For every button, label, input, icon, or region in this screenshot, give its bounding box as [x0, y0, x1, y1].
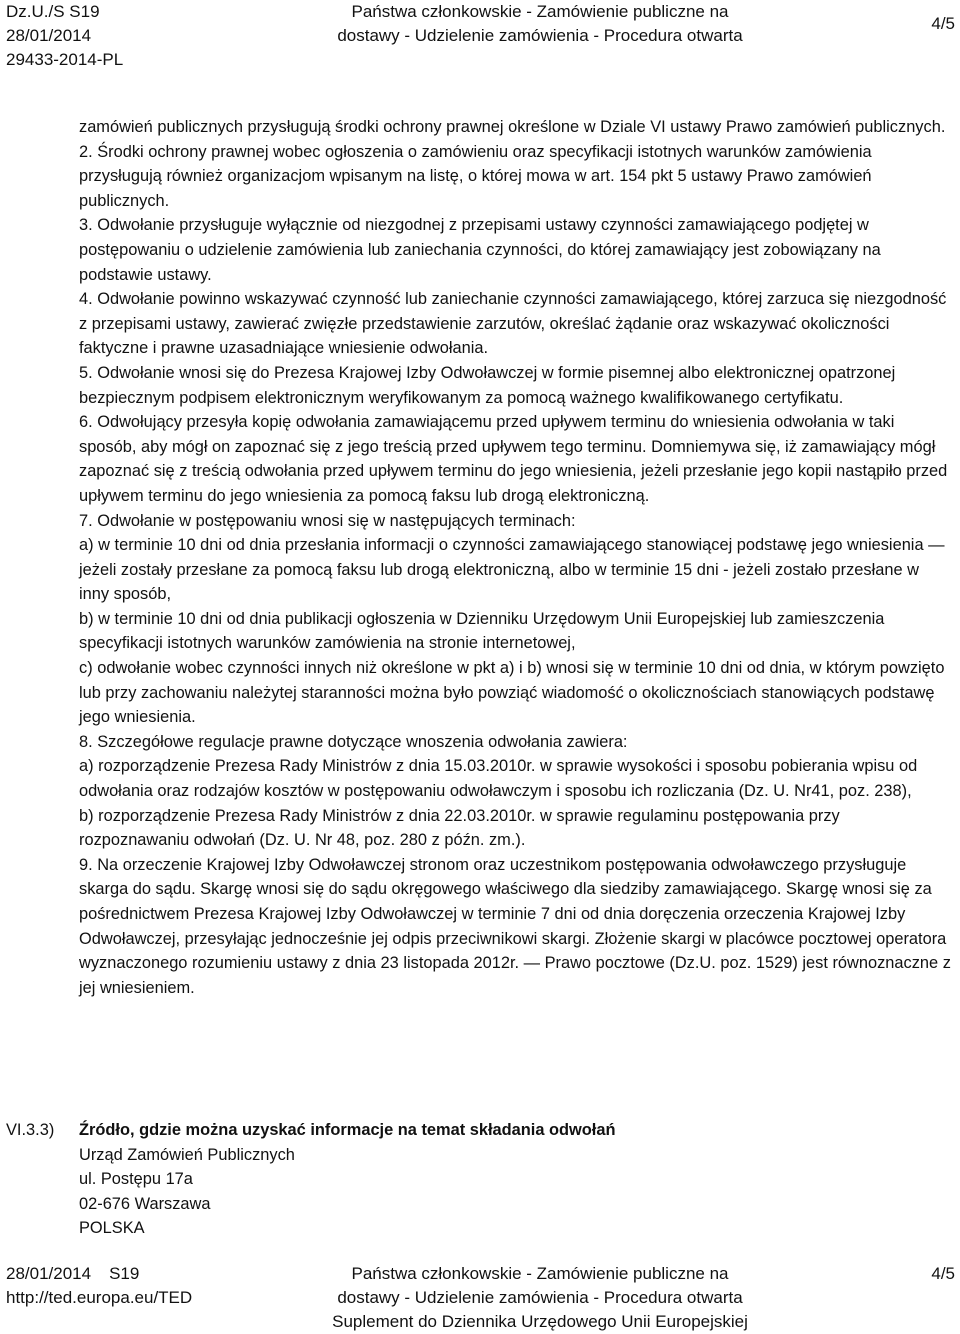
footer-series: S19: [109, 1264, 140, 1283]
footer-title-line3: Suplement do Dziennika Urzędowego Unii Europejskiej: [332, 1312, 748, 1331]
appeals-info-section: [79, 1118, 615, 1241]
footer-title-line2: dostawy - Udzielenie zamówienia - Procedura otwarta: [337, 1288, 743, 1307]
page-header-center: [330, 0, 750, 48]
section-title: Źródło, gdzie można uzyskać informacje na temat składania odwołań: [79, 1121, 616, 1139]
page-header-left: [6, 0, 123, 72]
paragraph: 2. Środki ochrony prawnej wobec ogłoszenia o zamówieniu oraz specyfikacji istotnych warunków zamówienia przysługują również organizacjom wpisanym na listę, o której mowa w art. 154 pkt 5 ustawy Prawo zamówień publicznych.: [79, 142, 872, 210]
paragraph: 4. Odwołanie powinno wskazywać czynność lub zaniechanie czynności zamawiającego, której zarzuca się niezgodność z przepisami ustawy, zawierać zwięzłe przedstawienie zarzutów, określać żądanie oraz wskazywać okoliczności faktyczne i prawne uzasadniające wniesienie odwołania.: [79, 290, 947, 358]
footer-title-line1: Państwa członkowskie - Zamówienie publiczne na: [351, 1264, 729, 1283]
paragraph: 7. Odwołanie w postępowaniu wnosi się w następujących terminach:: [79, 511, 576, 530]
paragraph: 8. Szczegółowe regulacje prawne dotyczące wnoszenia odwołania zawiera:: [79, 732, 628, 751]
paragraph: 5. Odwołanie wnosi się do Prezesa Krajowej Izby Odwoławczej w formie pisemnej albo elektronicznej opatrzonej bezpiecznym podpisem elektronicznym weryfikowanym za pomocą ważnego kwalifikowanego certyfikatu.: [79, 363, 896, 407]
organization-name: Urząd Zamówień Publicznych: [79, 1145, 295, 1164]
paragraph: b) w terminie 10 dni od dnia publikacji ogłoszenia w Dzienniku Urzędowym Unii Europejskiej lub zamieszczenia specyfikacji istotnych warunków zamówienia na stronie internetowej,: [79, 609, 885, 653]
header-title-line2: dostawy - Udzielenie zamówienia - Procedura otwarta: [337, 26, 743, 45]
footer-page-number: 4/5: [931, 1264, 955, 1283]
paragraph: b) rozporządzenie Prezesa Rady Ministrów z dnia 22.03.2010r. w sprawie regulaminu postępowania przy rozpoznawaniu odwołań (Dz. U. Nr 48, poz. 280 z późn. zm.).: [79, 806, 840, 850]
street-address: ul. Postępu 17a: [79, 1170, 193, 1189]
paragraph: 9. Na orzeczenie Krajowej Izby Odwoławczej stronom oraz uczestnikom postępowania odwoławczego przysługuje skarga do sądu. Skargę wnosi się do sądu okręgowego właściwego dla siedziby zamawiającego. Skargę wnosi się za pośrednictwem Prezesa Krajowej Izby Odwoławczej w terminie 7 dni od dnia doręczenia orzeczenia Krajowej Izby Odwoławczej, przesyłając jednocześnie jej odpis przeciwnikowi skargi. Złożenie skargi w placówce pocztowej operatora wyznaczonego rozumieniu ustawy z dnia 23 listopada 2012r. — Prawo pocztowe (Dz.U. poz. 1529) jest równoznaczne z jej wniesieniem.: [79, 855, 951, 997]
paragraph: a) w terminie 10 dni od dnia przesłania informacji o czynności zamawiającego stanowiącej podstawę jego wniesienia — jeżeli zostały przesłane za pomocą faksu lub drogą elektroniczną, albo w terminie 15 dni - jeżeli zostało przesłane w inny sposób,: [79, 536, 945, 604]
notice-id: 29433-2014-PL: [6, 50, 124, 69]
document-body: [79, 115, 951, 1000]
doc-reference: Dz.U./S S19: [6, 2, 100, 21]
paragraph: zamówień publicznych przysługują środki ochrony prawnej określone w Dziale VI ustawy Prawo zamówień publicznych.: [79, 118, 946, 136]
page-footer-left: [6, 1262, 192, 1310]
footer-date: 28/01/2014: [6, 1264, 92, 1283]
header-page-number: 4/5: [931, 14, 955, 33]
paragraph: c) odwołanie wobec czynności innych niż określone w pkt a) i b) wnosi się w terminie 10 dni od dnia, w którym powzięto lub przy zachowaniu należytej staranności można było powziąć wiadomość o okolicznościach stanowiących podstawę jego wniesienia.: [79, 659, 945, 727]
paragraph: a) rozporządzenie Prezesa Rady Ministrów z dnia 15.03.2010r. w sprawie wysokości i sposobu pobierania wpisu od odwołania oraz rodzajów kosztów w postępowaniu odwoławczym i sposobu ich rozliczania (Dz. U. Nr41, poz. 238),: [79, 757, 918, 801]
paragraph: 6. Odwołujący przesyła kopię odwołania zamawiającemu przed upływem terminu do wniesienia odwołania w taki sposób, aby mógł on zapoznać się z jego treścią przed upływem tego terminu. Domniemywa się, iż zamawiający mógł zapoznać się z treścią odwołania przed upływem terminu do jego wniesienia, jeżeli przesłanie jego kopii nastąpiło przed upływem terminu do jego wniesienia za pomocą faksu lub drogą elektroniczną.: [79, 413, 948, 505]
header-title-line1: Państwa członkowskie - Zamówienie publiczne na: [351, 2, 729, 21]
section-code: VI.3.3): [6, 1121, 55, 1139]
header-date: 28/01/2014: [6, 26, 92, 45]
ted-link[interactable]: http://ted.europa.eu/TED: [6, 1288, 193, 1307]
page-footer-center: [300, 1262, 780, 1334]
paragraph: 3. Odwołanie przysługuje wyłącznie od niezgodnej z przepisami ustawy czynności zamawiającego podjętej w postępowaniu o udzielenie zamówienia lub zaniechania czynności, do której zamawiający jest zobowiązany na podstawie ustawy.: [79, 216, 881, 284]
city: 02-676 Warszawa: [79, 1194, 211, 1213]
country: POLSKA: [79, 1219, 145, 1238]
